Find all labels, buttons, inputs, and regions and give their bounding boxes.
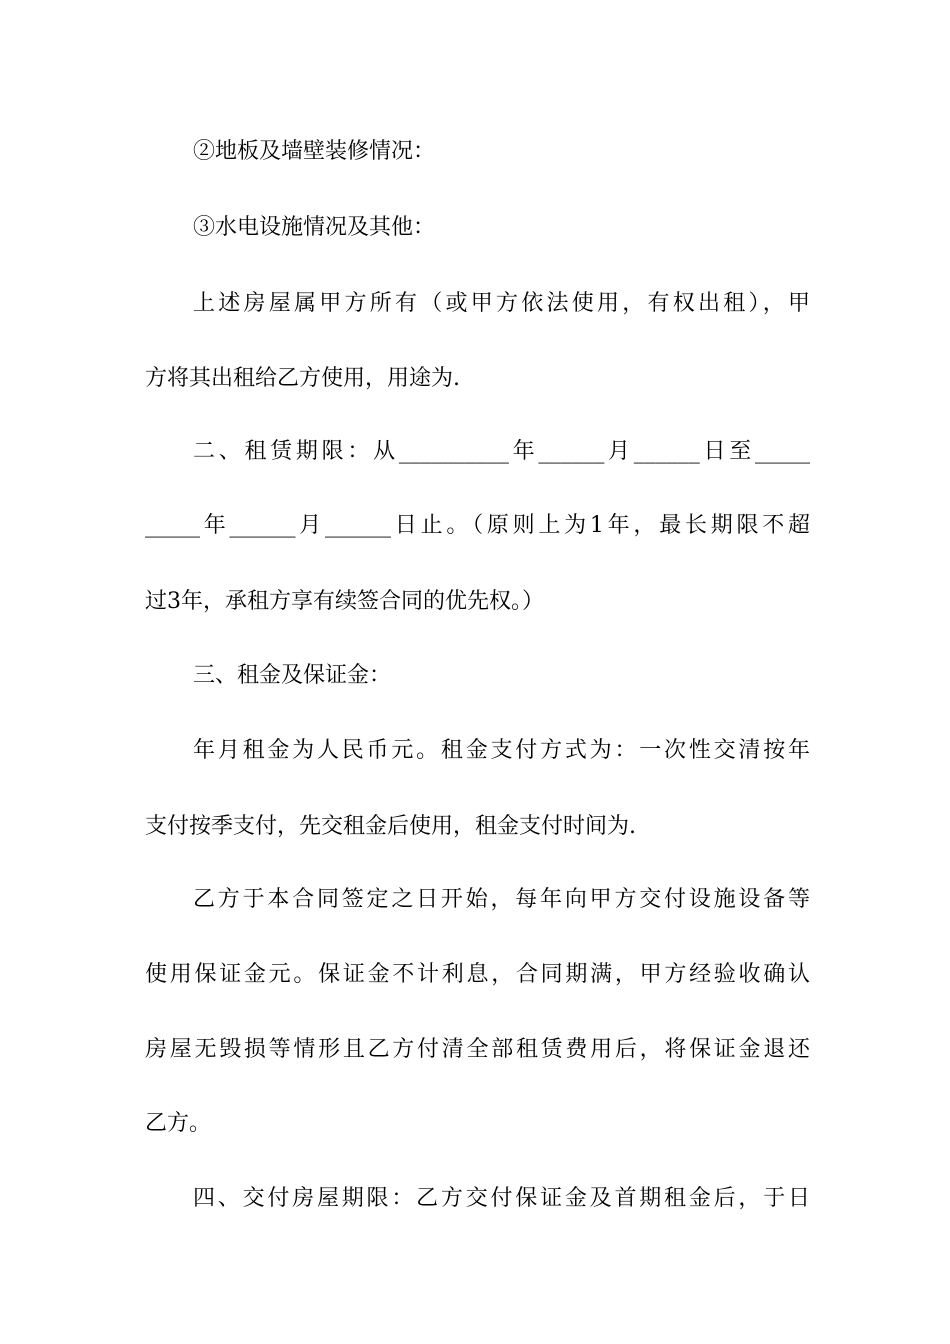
paragraph-line: 方将其出租给乙方使用，用途为. (145, 366, 460, 391)
paragraph-line: 过3年，承租方享有续签合同的优先权。） (145, 589, 544, 614)
paragraph-line: 支付按季支付，先交租金后使用，租金支付时间为. (145, 814, 636, 839)
section-heading-delivery-term: 四、交付房屋期限：乙方交付保证金及首期租金后，于日 (193, 1186, 810, 1211)
section-heading-lease-term: 二、租赁期限：从__________年______月______日至_____ (193, 439, 810, 464)
paragraph-line: 上述房屋属甲方所有（或甲方依法使用，有权出租），甲 (193, 291, 810, 316)
paragraph-line: 使用保证金元。保证金不计利息，合同期满，甲方经验收确认 (145, 962, 810, 987)
paragraph-line: 乙方于本合同签定之日开始，每年向甲方交付设施设备等 (193, 887, 810, 912)
paragraph-line: 房屋无毁损等情形且乙方付清全部租赁费用后，将保证金退还 (145, 1037, 810, 1062)
paragraph-line: 乙方。 (145, 1111, 212, 1136)
paragraph-line: _____年______月______日止。（原则上为1年，最长期限不超 (145, 513, 810, 538)
item-water-electric: ③水电设施情况及其他： (193, 215, 436, 240)
section-heading-rent-deposit: 三、租金及保证金： (193, 663, 392, 688)
paragraph-line: 年月租金为人民币元。租金支付方式为：一次性交清按年 (193, 738, 810, 763)
item-floor-wall: ②地板及墙壁装修情况： (193, 139, 436, 164)
